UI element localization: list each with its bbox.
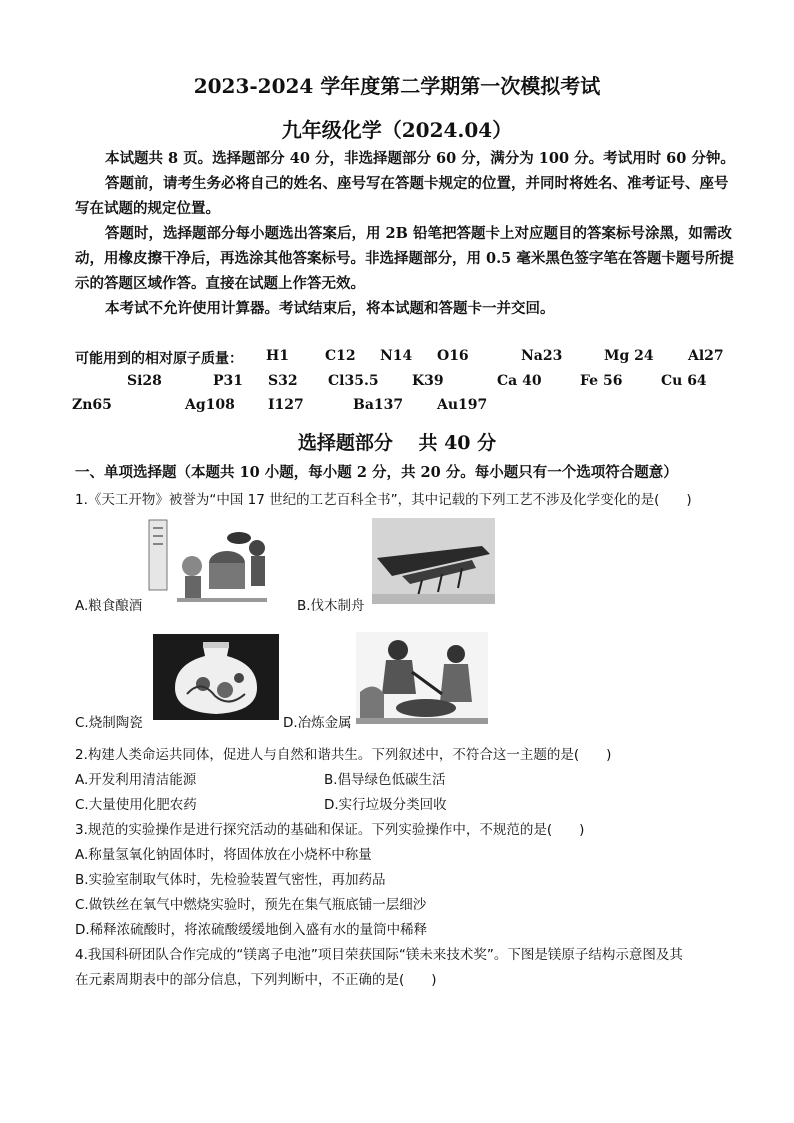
atomic-mass: Si28 [127,373,162,389]
atomic-mass: Cu 64 [661,373,707,389]
atomic-mass: C12 [325,348,356,364]
section-title: 选择题部分 共 40 分 [297,432,497,454]
question-2-stem: 2.构建人类命运共同体，促进人与自然和谐共生。下列叙述中，不符合这一主题的是( ) [75,747,612,763]
atomic-mass: P31 [213,373,244,389]
atomic-mass: Ca 40 [497,373,542,389]
exam-title: 2023-2024 学年度第二学期第一次模拟考试 [193,74,601,98]
instruction-3: 答题时，选择题部分每小题选出答案后，用 2B 铅笔把答题卡上对应题目的答案标号涂黑，如需改动，用橡皮擦干净后，再选涂其他答案标号。非选择题部分，用 0.5 毫米黑色签字笔在答题卡题号所提示的答题区域作答。直接在试题上作答无效。 [75,225,734,292]
atomic-mass: Na23 [521,348,563,364]
atomic-mass-row-3 [72,397,735,419]
option-b[interactable]: B.伐木制舟 [297,598,365,614]
atomic-mass: Cl35.5 [328,373,379,389]
instruction-4: 本考试不允许使用计算器。考试结束后，将本试题和答题卡一并交回。 [105,300,555,317]
option-d[interactable]: D.稀释浓硫酸时，将浓硫酸缓缓地倒入盛有水的量筒中稀释 [75,922,428,938]
question-3-stem: 3.规范的实验操作是进行探究活动的基础和保证。下列实验操作中，不规范的是( ) [75,822,585,838]
atomic-mass: Fe 56 [580,373,623,389]
atomic-mass: Ba137 [353,397,404,413]
atomic-mass: N14 [380,348,413,364]
atomic-mass-row-2 [75,373,735,395]
instruction-1: 本试题共 8 页。选择题部分 40 分，非选择题部分 60 分，满分为 100 分。考试用时 60 分钟。 [105,150,735,167]
option-a[interactable]: A.称量氢氧化钠固体时，将固体放在小烧杯中称量 [75,847,372,863]
question-1-stem: 1.《天工开物》被誉为“中国 17 世纪的工艺百科全书”，其中记载的下列工艺不涉及化学变化的是( ) [75,492,692,508]
boat-illustration [372,518,495,604]
option-c[interactable]: C.大量使用化肥农药 [75,797,197,813]
option-b[interactable]: B.倡导绿色低碳生活 [324,772,446,788]
part-title: 一、单项选择题（本题共 10 小题，每小题 2 分，共 20 分。每小题只有一个选项符合题意） [75,464,678,481]
option-c[interactable]: C.烧制陶瓷 [75,715,143,731]
atomic-mass-row-1 [75,348,735,370]
metal-smelting-illustration [356,632,488,724]
atomic-mass: Al27 [688,348,724,364]
brewing-illustration [147,518,281,606]
atomic-mass: Au197 [437,397,488,413]
atomic-mass: Mg 24 [604,348,654,364]
pottery-illustration [153,634,279,720]
atomic-mass: H1 [266,348,289,364]
option-a[interactable]: A.开发利用清洁能源 [75,772,197,788]
atomic-mass: O16 [437,348,469,364]
atomic-mass: K39 [412,373,444,389]
question-4-stem-line-2: 在元素周期表中的部分信息，下列判断中，不正确的是( ) [75,972,437,988]
atomic-mass: S32 [268,373,298,389]
question-4-stem-line-1: 4.我国科研团队合作完成的“镁离子电池”项目荣获国际“镁未来技术奖”。下图是镁原子结构示意图及其 [75,947,683,963]
option-d[interactable]: D.冶炼金属 [283,715,352,731]
atomic-mass: I127 [268,397,304,413]
option-b[interactable]: B.实验室制取气体时，先检验装置气密性，再加药品 [75,872,386,888]
exam-subtitle: 九年级化学（2024.04） [281,118,513,142]
option-a[interactable]: A.粮食酿酒 [75,598,143,614]
option-c[interactable]: C.做铁丝在氧气中燃烧实验时，预先在集气瓶底铺一层细沙 [75,897,427,913]
atomic-mass: Ag108 [185,397,235,413]
instruction-2: 答题前，请考生务必将自己的姓名、座号写在答题卡规定的位置，并同时将姓名、准考证号、座号写在试题的规定位置。 [75,175,729,217]
option-d[interactable]: D.实行垃圾分类回收 [324,797,447,813]
atomic-mass: Zn65 [72,397,112,413]
atomic-mass-label: 可能用到的相对原子质量： [75,351,243,367]
instructions [75,146,735,321]
